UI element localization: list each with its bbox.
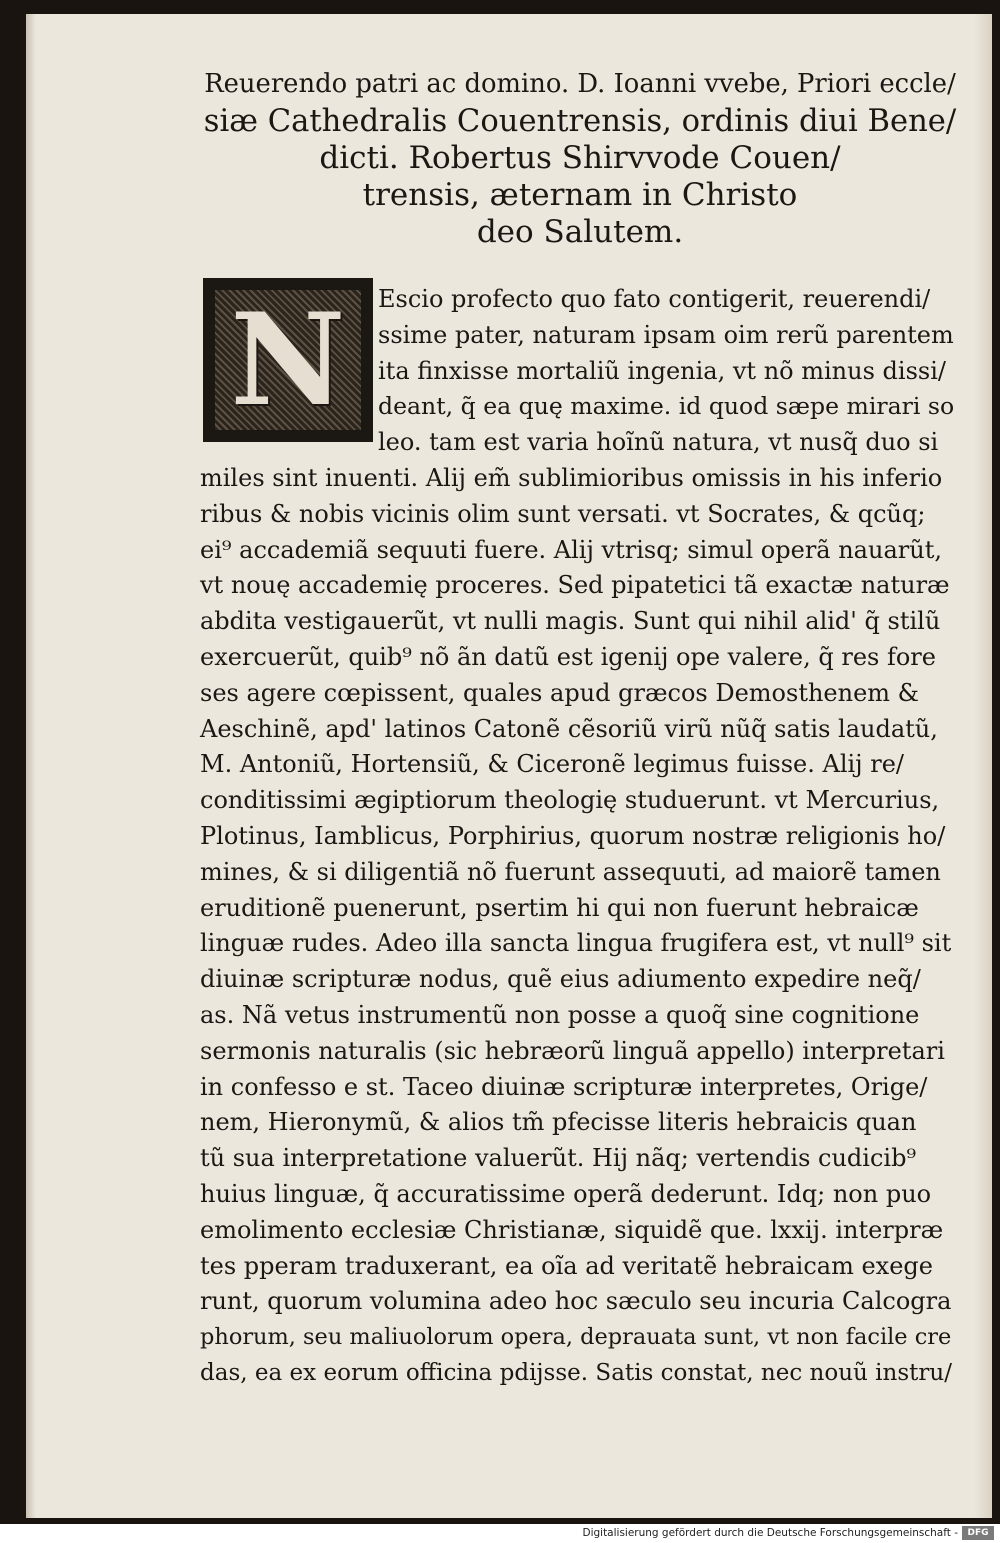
text-line: das, ea ex eorum officina pdijsse. Satis constat, nec nouũ instru/ [200,1359,953,1386]
text-line: exercuerũt, quib⁹ nõ ãn datũ est igenij ope valere, q̃ res fore [200,642,936,671]
text-line: diuinæ scripturæ nodus, quẽ eius adiumento expedire neq̃/ [200,965,921,994]
text-line: tũ sua interpretatione valuerũt. Hij nãq; vertendis cudicib⁹ [200,1144,917,1173]
heading-line: deo Salutem. [476,214,684,250]
text-line: emolimento ecclesiæ Christianæ, siquidẽ que. lxxij. interpræ [200,1215,944,1244]
funding-credit: Digitalisierung gefördert durch die Deutsche Forschungsgemeinschaft - [582,1527,958,1539]
digitization-footer [0,1524,1000,1543]
text-line: in confesso e st. Taceo diuinæ scripturæ interpretes, Orige/ [200,1072,928,1101]
text-line: conditissimi ægiptiorum theologię studuerunt. vt Mercurius, [200,786,940,815]
text-line: as. Nã vetus instrumentũ non posse a quoq̃ sine cognitione [200,1000,920,1029]
text-line: ses agere cœpissent, quales apud græcos Demosthenem & [200,678,920,707]
text-line: phorum, seu maliuolorum opera, deprauata sunt, vt non facile cre [200,1324,952,1351]
text-line: huius linguæ, q̃ accuratissime operã dederunt. Idq; non puo [200,1179,932,1208]
text-line: deant, q̃ ea quę maxime. id quod sæpe mirari so [378,392,955,421]
text-line: Plotinus, Iamblicus, Porphirius, quorum nostræ religionis ho/ [200,821,946,850]
text-line: Aeschinẽ, apd' latinos Catonẽ cẽsoriũ virũ nũq̃ satis laudatũ, [200,714,938,743]
text-line: linguæ rudes. Adeo illa sancta lingua frugifera est, vt null⁹ sit [200,929,952,958]
text-line: ssime pater, naturam ipsam oim rerũ parentem [378,320,954,349]
initial-letter: N [230,286,346,434]
text-line: miles sint inuenti. Alij em̃ sublimioribus omissis in his inferio [200,463,943,492]
text-line: eruditionẽ puenerunt, psertim hi qui non fuerunt hebraicæ [200,893,919,922]
text-line: leo. tam est varia hoĩnũ natura, vt nusq̃ duo si [378,428,939,457]
dedication-heading [200,66,960,251]
text-line: runt, quorum volumina adeo hoc sæculo seu incuria Calcogra [200,1287,952,1316]
body-text [200,282,960,1392]
dfg-logo: DFG [962,1526,994,1540]
text-line: nem, Hieronymũ, & alios tm̃ pfecisse literis hebraicis quan [200,1108,917,1137]
text-line: vt nouę accademię proceres. Sed pipatetici tã exactæ naturæ [200,571,950,600]
heading-line: dicti. Robertus Shirvvode Couen/ [319,140,841,176]
text-line: ei⁹ accademiã sequuti fuere. Alij vtrisq; simul operã nauarũt, [200,535,942,564]
text-line: abdita vestigauerũt, vt nulli magis. Sunt qui nihil alid' q̃ stilũ [200,607,941,636]
text-line: tes pperam traduxerant, ea oĩa ad veritatẽ hebraicam exege [200,1251,933,1280]
text-line: Escio profecto quo fato contigerit, reuerendi/ [378,285,931,313]
text-line: ribus & nobis vicinis olim sunt versati. vt Socrates, & qcũq; [200,499,926,528]
heading-line: trensis, æternam in Christo [362,177,798,213]
heading-line: Reuerendo patri ac domino. D. Ioanni vvebe, Priori eccle/ [204,69,956,99]
text-line: ita finxisse mortaliũ ingenia, vt nõ minus dissi/ [378,356,946,385]
heading-line: siæ Cathedralis Couentrensis, ordinis diui Bene/ [203,104,957,139]
text-line: sermonis naturalis (sic hebræorũ linguã appello) interpretari [200,1036,945,1065]
text-line: M. Antoniũ, Hortensiũ, & Ciceronẽ legimus fuisse. Alij re/ [200,750,905,779]
text-line: mines, & si diligentiã nõ fuerunt assequuti, ad maiorẽ tamen [200,857,941,886]
